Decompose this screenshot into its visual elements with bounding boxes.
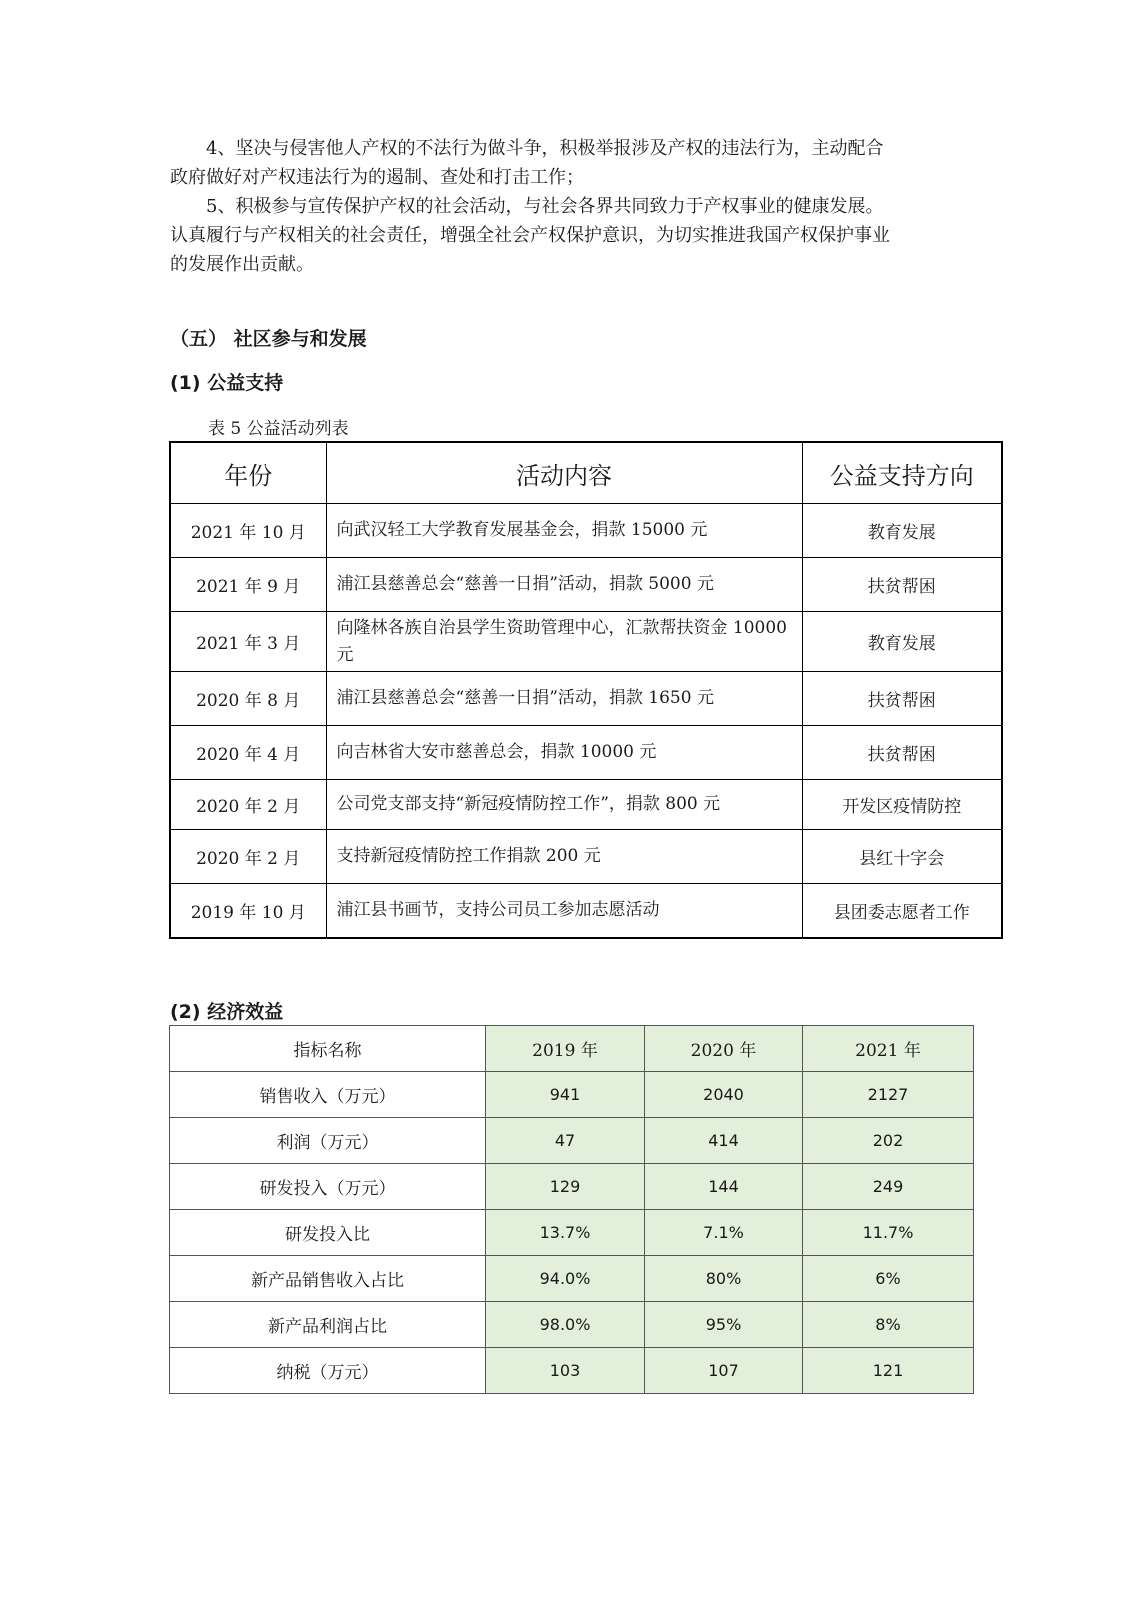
cell-year: 2020 年 4 月 [170, 726, 326, 780]
charity-activities-table [169, 441, 1003, 939]
table-row [170, 612, 1002, 672]
table-row [170, 558, 1002, 612]
column-header-2019: 2019 年 [486, 1026, 645, 1072]
paragraph-item-4 [170, 134, 950, 192]
table-row [170, 1164, 974, 1210]
subsection-heading-economic: (2) 经济效益 [170, 1001, 284, 1023]
cell-year: 2021 年 3 月 [170, 612, 326, 672]
table-row [170, 1256, 974, 1302]
table-row [170, 1348, 974, 1394]
cell-value-2020: 7.1% [645, 1210, 803, 1256]
cell-indicator: 销售收入（万元） [170, 1072, 486, 1118]
cell-indicator: 新产品销售收入占比 [170, 1256, 486, 1302]
cell-value-2019: 94.0% [486, 1256, 645, 1302]
paragraph-line: 政府做好对产权违法行为的遏制、查处和打击工作； [170, 167, 584, 188]
column-header-indicator: 指标名称 [170, 1026, 486, 1072]
cell-value-2021: 11.7% [803, 1210, 974, 1256]
paragraph-line: 5、积极参与宣传保护产权的社会活动，与社会各界共同致力于产权事业的健康发展。 [206, 196, 884, 217]
paragraph-line: 4、坚决与侵害他人产权的不法行为做斗争，积极举报涉及产权的违法行为，主动配合 [206, 138, 884, 159]
economic-benefits-table [169, 1025, 974, 1394]
cell-value-2021: 2127 [803, 1072, 974, 1118]
table-row [170, 1302, 974, 1348]
table-header-row [170, 1026, 974, 1072]
cell-value-2021: 202 [803, 1118, 974, 1164]
cell-year: 2020 年 2 月 [170, 830, 326, 884]
paragraph-line: 认真履行与产权相关的社会责任，增强全社会产权保护意识，为切实推进我国产权保护事业 [170, 225, 890, 246]
cell-indicator: 新产品利润占比 [170, 1302, 486, 1348]
cell-year: 2021 年 9 月 [170, 558, 326, 612]
cell-value-2021: 249 [803, 1164, 974, 1210]
cell-value-2019: 98.0% [486, 1302, 645, 1348]
cell-value-2019: 47 [486, 1118, 645, 1164]
cell-year: 2019 年 10 月 [170, 884, 326, 938]
cell-direction: 扶贫帮困 [802, 558, 1002, 612]
cell-content: 向吉林省大安市慈善总会，捐款 10000 元 [326, 726, 802, 780]
table-row [170, 884, 1002, 938]
paragraph-item-5 [170, 192, 950, 279]
table-caption: 表 5 公益活动列表 [208, 419, 349, 439]
cell-content: 向武汉轻工大学教育发展基金会，捐款 15000 元 [326, 504, 802, 558]
paragraph-line: 的发展作出贡献。 [170, 254, 314, 275]
cell-content: 公司党支部支持“新冠疫情防控工作”，捐款 800 元 [326, 780, 802, 830]
cell-direction: 县红十字会 [802, 830, 1002, 884]
section-heading: （五） 社区参与和发展 [170, 328, 367, 350]
cell-value-2021: 121 [803, 1348, 974, 1394]
cell-year: 2020 年 2 月 [170, 780, 326, 830]
cell-direction: 扶贫帮困 [802, 726, 1002, 780]
cell-year: 2021 年 10 月 [170, 504, 326, 558]
table-header-row [170, 442, 1002, 504]
table-row [170, 780, 1002, 830]
cell-direction: 开发区疫情防控 [802, 780, 1002, 830]
table-row [170, 726, 1002, 780]
cell-value-2021: 6% [803, 1256, 974, 1302]
table-row [170, 1210, 974, 1256]
cell-value-2020: 80% [645, 1256, 803, 1302]
column-header-direction: 公益支持方向 [802, 442, 1002, 504]
cell-direction: 扶贫帮困 [802, 672, 1002, 726]
column-header-2021: 2021 年 [803, 1026, 974, 1072]
table-row [170, 1072, 974, 1118]
cell-indicator: 研发投入（万元） [170, 1164, 486, 1210]
cell-content: 浦江县慈善总会“慈善一日捐”活动，捐款 1650 元 [326, 672, 802, 726]
cell-value-2019: 129 [486, 1164, 645, 1210]
cell-indicator: 纳税（万元） [170, 1348, 486, 1394]
cell-value-2019: 13.7% [486, 1210, 645, 1256]
cell-direction: 县团委志愿者工作 [802, 884, 1002, 938]
cell-value-2019: 941 [486, 1072, 645, 1118]
cell-value-2019: 103 [486, 1348, 645, 1394]
cell-value-2020: 2040 [645, 1072, 803, 1118]
table-row [170, 504, 1002, 558]
column-header-content: 活动内容 [326, 442, 802, 504]
cell-indicator: 研发投入比 [170, 1210, 486, 1256]
table-row [170, 830, 1002, 884]
cell-content: 支持新冠疫情防控工作捐款 200 元 [326, 830, 802, 884]
cell-content: 向隆林各族自治县学生资助管理中心，汇款帮扶资金 10000 元 [326, 612, 802, 672]
table-row [170, 672, 1002, 726]
cell-value-2020: 107 [645, 1348, 803, 1394]
cell-content: 浦江县书画节，支持公司员工参加志愿活动 [326, 884, 802, 938]
cell-value-2020: 95% [645, 1302, 803, 1348]
column-header-2020: 2020 年 [645, 1026, 803, 1072]
cell-content: 浦江县慈善总会“慈善一日捐”活动，捐款 5000 元 [326, 558, 802, 612]
cell-direction: 教育发展 [802, 612, 1002, 672]
cell-value-2020: 414 [645, 1118, 803, 1164]
table-row [170, 1118, 974, 1164]
cell-value-2020: 144 [645, 1164, 803, 1210]
cell-direction: 教育发展 [802, 504, 1002, 558]
subsection-heading-charity: (1) 公益支持 [170, 372, 284, 394]
cell-value-2021: 8% [803, 1302, 974, 1348]
cell-indicator: 利润（万元） [170, 1118, 486, 1164]
column-header-year: 年份 [170, 442, 326, 504]
cell-year: 2020 年 8 月 [170, 672, 326, 726]
